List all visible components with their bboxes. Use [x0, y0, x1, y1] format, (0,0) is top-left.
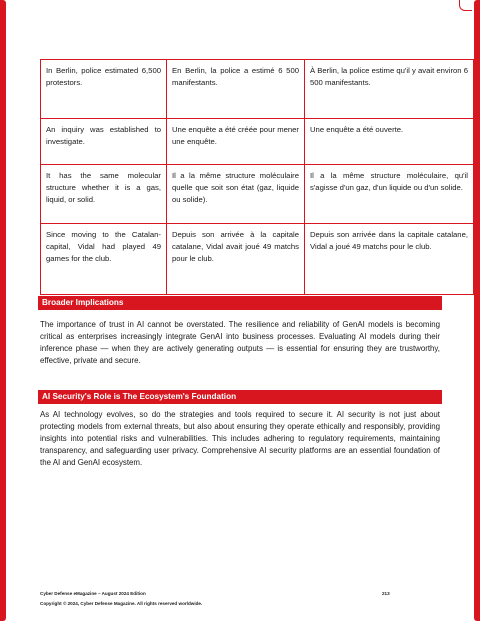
table-row — [41, 165, 474, 224]
section-body-ai-security: As AI technology evolves, so do the strategies and tools required to secure it. AI security is not just about protecting models from external threats, but also about ensuring they operate ethically and responsibly, providing insights into potential risks and vulnerabilities. This includes adhering to regulatory requirements, maintaining transparency, and safeguarding user privacy. Comprehensive AI security platforms are an essential foundation of the AI and GenAI ecosystem. — [40, 410, 440, 468]
corner-decoration — [459, 0, 472, 11]
footer-publication: Cyber Defense eMagazine – August 2024 Edition — [40, 591, 146, 596]
table-cell-french-a: Une enquête a été créée pour mener une enquête. — [167, 119, 305, 165]
table-cell-english: An inquiry was established to investigate. — [41, 119, 167, 165]
section-body-broader-implications: The importance of trust in AI cannot be overstated. The resilience and reliability of GenAI models is becoming critical as enterprises increasingly integrate GenAI into business processes. Evaluating AI models during their inference phase — when they are actively generating outputs — is essential for ensuring they are trustworthy, effective, private and secure. — [40, 320, 440, 366]
table-row — [41, 119, 474, 165]
table-cell-english: In Berlin, police estimated 6,500 protestors. — [41, 60, 167, 119]
table-cell-english: It has the same molecular structure whether it is a gas, liquid, or solid. — [41, 165, 167, 224]
section-heading-broader-implications: Broader Implications — [38, 296, 442, 310]
table-cell-french-b: À Berlin, la police estime qu'il y avait environ 6 500 manifestants. — [305, 60, 474, 119]
footer-page-number: 213 — [382, 591, 390, 596]
table-row — [41, 60, 474, 119]
table-row — [41, 224, 474, 295]
left-red-border — [0, 0, 6, 621]
section-heading-ai-security: AI Security's Role is The Ecosystem's Foundation — [38, 390, 442, 404]
table-cell-french-a: En Berlin, la police a estimé 6 500 manifestants. — [167, 60, 305, 119]
table-cell-french-a: Depuis son arrivée à la capitale catalane, Vidal avait joué 49 matchs pour le club. — [167, 224, 305, 295]
table-cell-french-b: Une enquête a été ouverte. — [305, 119, 474, 165]
table-cell-french-b: Il a la même structure moléculaire, qu'il s'agisse d'un gaz, d'un liquide ou d'un solide. — [305, 165, 474, 224]
footer-copyright: Copyright © 2024, Cyber Defense Magazine. All rights reserved worldwide. — [40, 601, 203, 606]
right-red-border — [474, 0, 480, 621]
table-cell-french-a: Il a la même structure moléculaire quelle que soit son état (gaz, liquide ou solide). — [167, 165, 305, 224]
table-cell-english: Since moving to the Catalan-capital, Vidal had played 49 games for the club. — [41, 224, 167, 295]
translation-comparison-table — [40, 59, 474, 295]
table-cell-french-b: Depuis son arrivée dans la capitale catalane, Vidal a joué 49 matchs pour le club. — [305, 224, 474, 295]
